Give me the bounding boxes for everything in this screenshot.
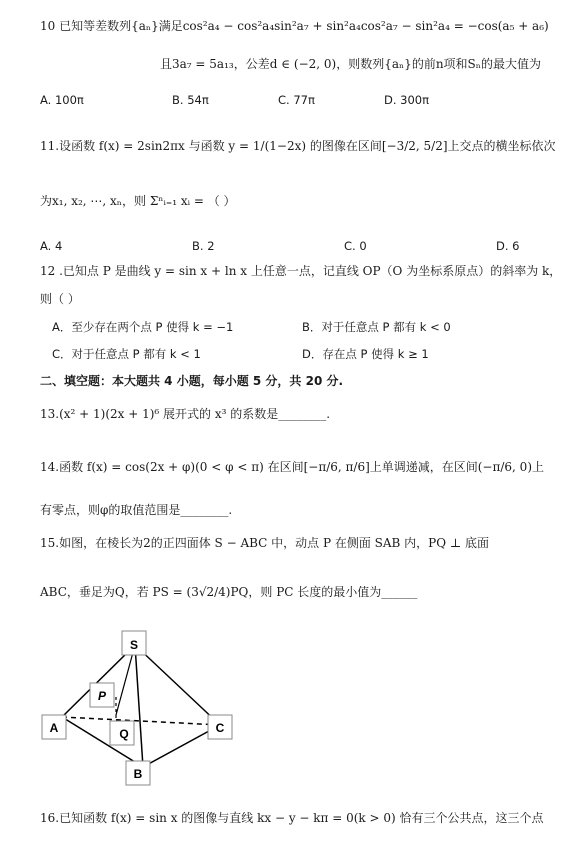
label-b: B [133,767,143,781]
edge-sb [135,645,143,767]
q12-option-b: B．对于任意点 P 都有 k < 0 [302,320,451,334]
label-s: S [129,638,139,652]
q12-option-c: C．对于任意点 P 都有 k < 1 [52,347,201,361]
q15-line2: ABC，垂足为Q，若 PS = (3√2/4)PQ，则 PC 长度的最小值为______ [40,585,418,599]
label-a: A [49,721,59,735]
q12-line1: 12 .已知点 P 是曲线 y = sin x + ln x 上任意一点，记直线 OP（O 为坐标系原点）的斜率为 k， [40,264,562,278]
q10-option-a: A. 100π [40,93,84,107]
q11-option-a: A. 4 [40,239,63,253]
section2-heading: 二、填空题：本大题共 4 小题，每小题 5 分，共 20 分. [40,374,344,388]
tetrahedron-figure [40,627,270,797]
q10-option-c: C. 77π [278,93,315,107]
q12-line2: 则（ ） [40,292,80,306]
q10-option-b: B. 54π [172,93,209,107]
edge-ac-hidden [62,717,220,725]
q11-line2: 为x₁, x₂, ⋯, xₙ，则 Σⁿᵢ₌₁ xᵢ = （ ） [40,194,236,208]
q11-option-d: D. 6 [496,239,520,253]
q11-option-b: B. 2 [192,239,215,253]
q12-option-d: D．存在点 P 使得 k ≥ 1 [302,347,429,361]
q14-line2: 有零点，则φ的取值范围是________. [40,503,233,517]
label-c: C [215,721,225,735]
q10-line1: 10 已知等差数列{aₙ}满足cos²a₄ − cos²a₄sin²a₇ + sin²a₄cos²a₇ − sin²a₄ = −cos(a₅ + a₆) [40,19,549,33]
label-q: Q [119,727,129,741]
q11-option-c: C. 0 [344,239,367,253]
q16-text: 16.已知函数 f(x) = sin x 的图像与直线 kx − y − kπ = 0(k > 0) 恰有三个公共点，这三个点 [40,811,544,825]
q10-line2: 且3a₇ = 5a₁₃，公差d ∈ (−2, 0)，则数列{aₙ}的前n项和Sₙ的最大值为 [160,57,541,71]
q14-line1: 14.函数 f(x) = cos(2x + φ)(0 < φ < π) 在区间[−π/6, π/6]上单调递减，在区间(−π/6, 0)上 [40,460,545,474]
edge-sc [135,645,220,725]
q10-option-d: D. 300π [384,93,430,107]
q12-option-a: A．至少存在两个点 P 使得 k = −1 [52,320,234,334]
q11-line1: 11.设函数 f(x) = 2sin2πx 与函数 y = 1/(1−2x) 的图像在区间[−3/2, 5/2]上交点的横坐标依次 [40,139,556,153]
q15-line1: 15.如图，在棱长为2的正四面体 S − ABC 中，动点 P 在侧面 SAB 内，PQ ⊥ 底面 [40,536,490,550]
label-p: P [97,689,107,703]
q13-text: 13.(x² + 1)(2x + 1)⁶ 展开式的 x³ 的系数是________. [40,407,331,421]
